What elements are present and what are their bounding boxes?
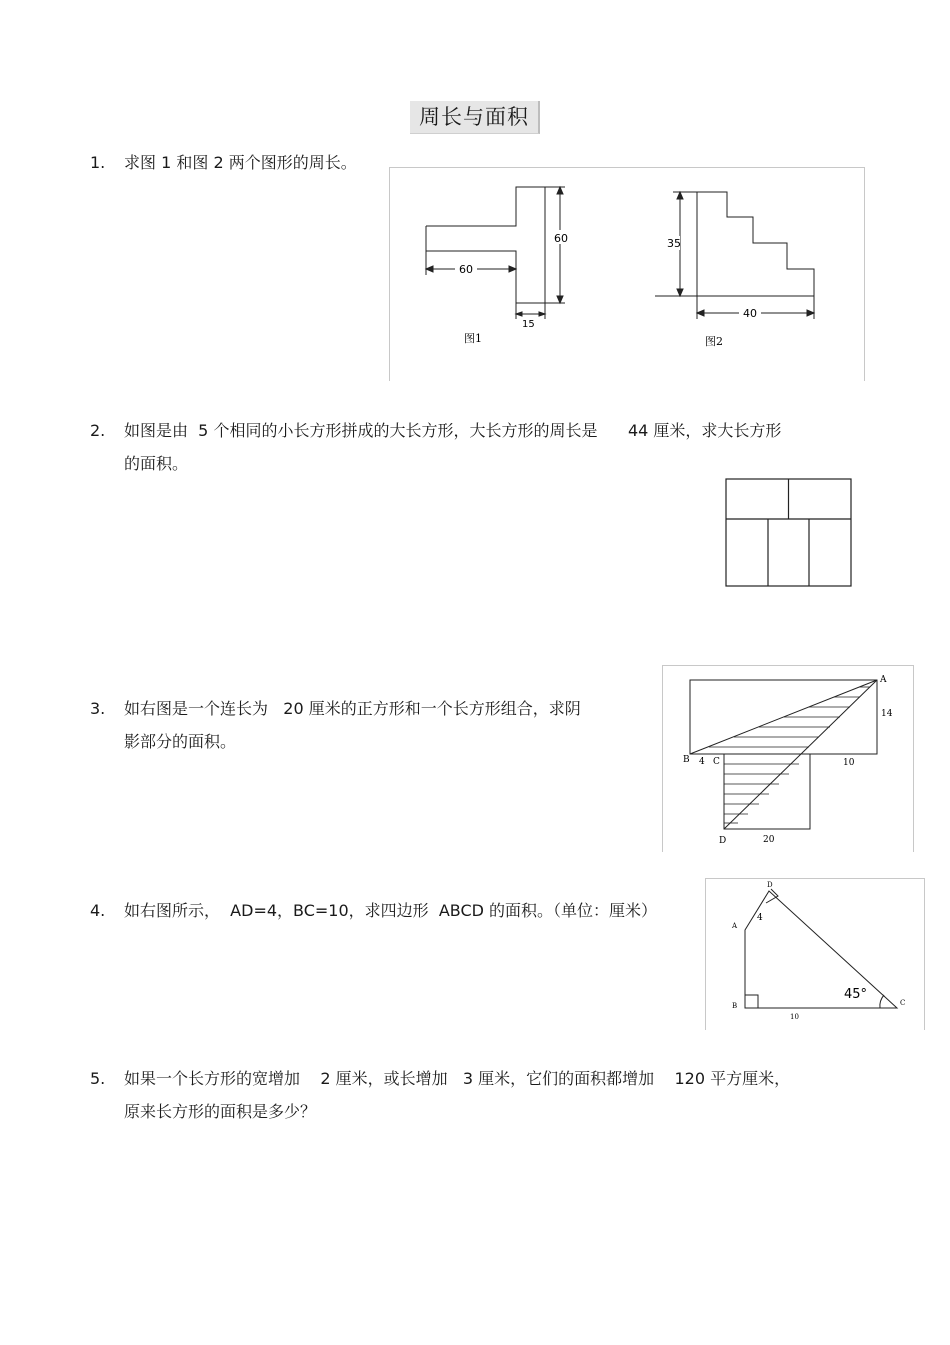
fig3-dim-20: 20 [763,835,775,845]
question-4 [90,894,690,927]
question-text-line-1: 如右图是一个连长为 20 厘米的正方形和一个长方形组合，求阴 [124,699,581,718]
figure-1-2 [389,167,865,381]
question-number: 5. [90,1069,106,1088]
fig3-dim-4: 4 [699,757,705,767]
question-number: 2. [90,421,106,440]
fig2-dim-height: 35 [667,237,681,250]
figure-4 [705,878,925,1030]
question-text-line-1: 如果一个长方形的宽增加 2 厘米，或长增加 3 厘米，它们的面积都增加 120 平方厘米， [124,1069,791,1088]
fig4-label-a: A [732,922,738,930]
fig4-label-d: D [767,881,773,889]
question-text-line-2: 的面积。 [124,454,189,473]
question-1 [90,146,390,179]
figure-rectangle-grid [725,478,853,588]
fig1-dim-width: 60 [459,263,473,276]
fig3-label-c: C [713,757,720,767]
fig2-dim-width: 40 [743,307,757,320]
question-number: 1. [90,153,106,172]
fig3-label-b: B [683,755,690,765]
fig3-label-d: D [719,836,727,846]
figure-3 [662,665,914,852]
fig4-dim-10: 10 [790,1013,799,1021]
fig4-label-c: C [900,999,906,1007]
fig2-caption: 图2 [705,335,723,348]
question-2 [90,414,870,480]
fig3-dim-10: 10 [843,758,855,768]
fig1-dim-stem: 15 [522,319,535,330]
page-title: 周长与面积 [410,101,540,134]
question-text: 如右图所示， AD=4，BC=10，求四边形 ABCD 的面积。（单位：厘米） [124,901,658,920]
question-text-line-1: 如图是由 5 个相同的小长方形拼成的大长方形，大长方形的周长是 44 厘米，求大长方形 [124,421,782,440]
fig3-dim-14: 14 [881,709,893,719]
question-3 [90,692,650,758]
fig3-label-a: A [880,675,887,685]
fig1-caption: 图1 [464,332,482,345]
figure-1-shape [426,187,565,319]
question-text: 求图 1 和图 2 两个图形的周长。 [124,153,357,172]
fig4-label-b: B [732,1002,738,1010]
fig4-angle: 45° [844,987,868,1002]
question-number: 3. [90,699,106,718]
question-5 [90,1062,870,1128]
question-number: 4. [90,901,106,920]
fig1-dim-height: 60 [554,232,568,245]
question-text-line-2: 影部分的面积。 [124,732,237,751]
question-text-line-2: 原来长方形的面积是多少？ [124,1102,317,1121]
fig4-dim-4: 4 [757,913,763,923]
figure-2-shape [655,192,814,319]
